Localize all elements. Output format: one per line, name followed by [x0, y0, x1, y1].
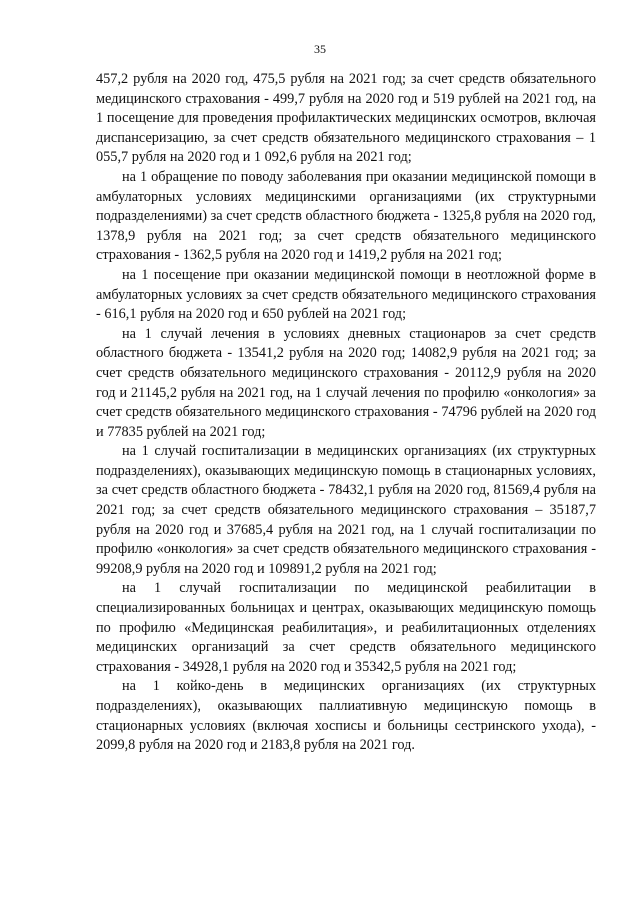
document-body — [96, 70, 596, 756]
paragraph-continuation: 457,2 рубля на 2020 год, 475,5 рубля на 2021 год; за счет средств обязательного медицинского страхования - 499,7 рубля на 2020 год и 519 рублей на 2021 год, на 1 посещение для проведения профилактических медицинских осмотров, включая диспансеризацию, за счет средств обязательного медицинского страхования – 1 055,7 рубля на 2020 год и 1 092,6 рубля на 2021 год; — [96, 71, 596, 166]
paragraph-emergency-visit: на 1 посещение при оказании медицинской помощи в неотложной форме в амбулаторных условиях за счет средств обязательного медицинского страхования - 616,1 рубля на 2020 год и 650 рублей на 2021 год; — [96, 266, 596, 323]
paragraph-hospitalization: на 1 случай госпитализации в медицинских организациях (их структурных подразделениях), оказывающих медицинскую помощь в стационарных условиях, за счет средств областного бюджета - 78432,1 рубля на 2020 год, 81569,4 рубля на 2021 год; за счет средств обязательного медицинского страхования – 35187,7 рубля на 2020 год и 37685,4 рубля на 2021 год, на 1 случай госпитализации по профилю «онкология» за счет средств обязательного медицинского страхования - 99208,9 рубля на 2020 год и 109891,2 рубля на 2021 год; — [96, 443, 596, 577]
paragraph-palliative-bed-day: на 1 койко-день в медицинских организациях (их структурных подразделениях), оказывающих паллиативную медицинскую помощь в стационарных условиях (включая хосписы и больницы сестринского ухода), - 2099,8 рубля на 2020 год и 2183,8 рубля на 2021 год. — [96, 678, 596, 754]
paragraph-rehabilitation: на 1 случай госпитализации по медицинской реабилитации в специализированных больницах и центрах, оказывающих медицинскую помощь по профилю «Медицинская реабилитация», и реабилитационных отделениях медицинских организаций за счет средств обязательного медицинского страхования - 34928,1 рубля на 2020 год и 35342,5 рубля на 2021 год; — [96, 580, 596, 675]
page-number: 35 — [314, 42, 326, 56]
paragraph-day-hospital: на 1 случай лечения в условиях дневных стационаров за счет средств областного бюджета - 13541,2 рубля на 2020 год; 14082,9 рубля на 2021 год; за счет средств обязательного медицинского страхования - 20112,9 рубля на 2020 год и 21145,2 рубля на 2021 год, на 1 случай лечения по профилю «онкология» за счет средств обязательного медицинского страхования - 74796 рублей на 2020 год и 77835 рублей на 2021 год; — [96, 325, 596, 440]
paragraph-outpatient-visit: на 1 обращение по поводу заболевания при оказании медицинской помощи в амбулаторных условиях медицинскими организациями (их структурными подразделениями) за счет средств областного бюджета - 1325,8 рубля на 2020 год, 1378,9 рубля на 2021 год; за счет средств обязательного медицинского страхования - 1362,5 рубля на 2020 год и 1419,2 рубля на 2021 год; — [96, 168, 596, 264]
